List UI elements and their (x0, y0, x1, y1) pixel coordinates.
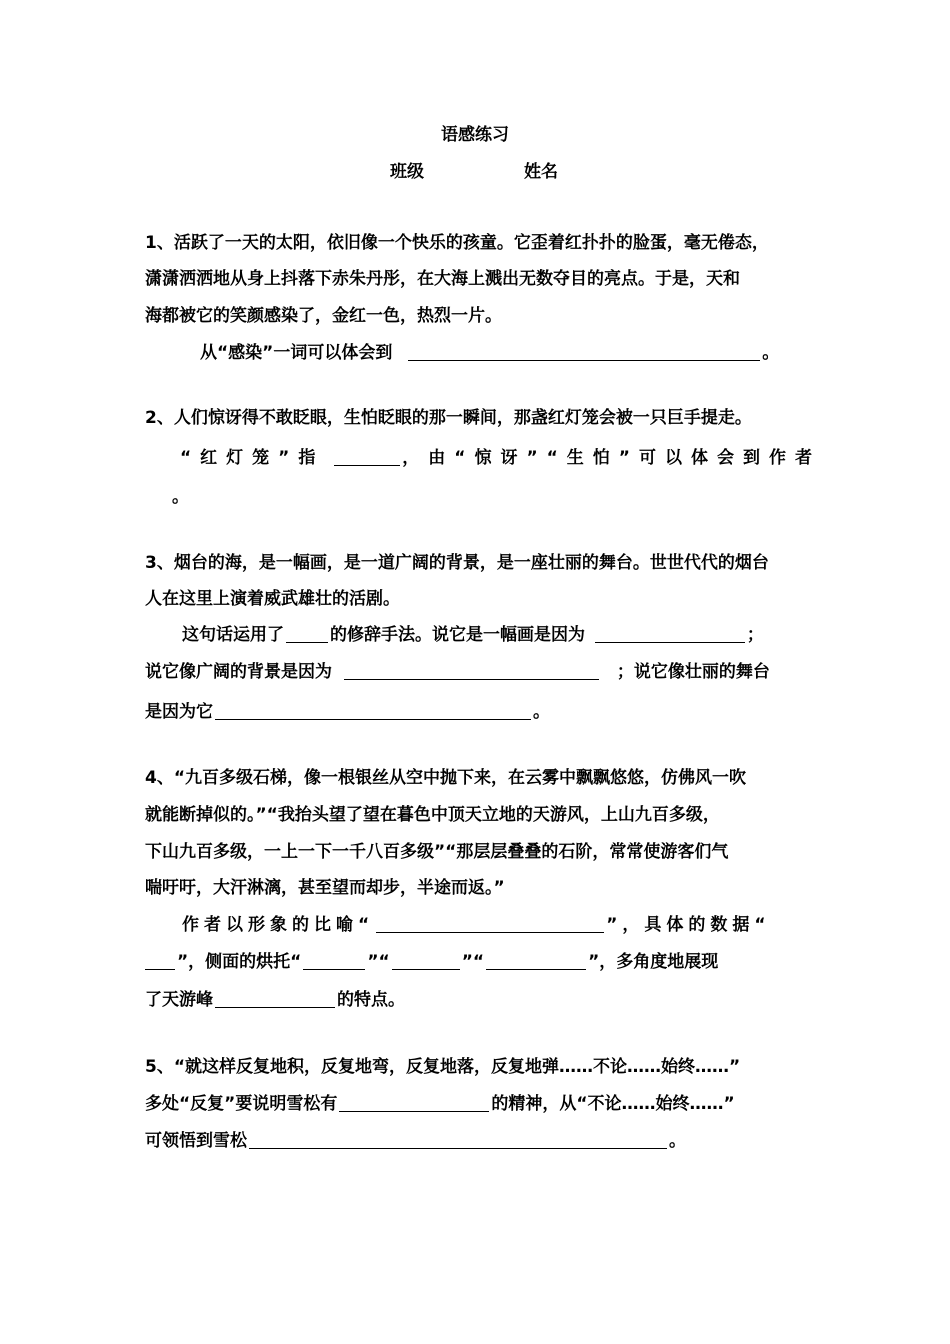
q4-p2d: ”，多角度地展现 (588, 952, 719, 972)
q5-insight-blank[interactable] (249, 1132, 667, 1149)
q1-answer-blank[interactable] (408, 344, 760, 361)
q3-end: 。 (533, 702, 550, 722)
name-label: 姓名 (524, 162, 558, 182)
q5-text-line-1: 5、“就这样反复地积，反复地弯，反复地落，反复地弹……不论……始终……” (145, 1057, 741, 1077)
q4-number-blank[interactable] (145, 953, 175, 970)
q2-end: 。 (172, 487, 189, 507)
q4-prompt-line-1 (182, 914, 771, 936)
q2-text-line-1: 2、人们惊讶得不敢眨眼，生怕眨眼的那一瞬间，那盏红灯笼会被一只巨手提走。 (145, 408, 752, 428)
q4-foil-blank-3[interactable] (486, 953, 586, 970)
q4-text-line-2: 就能断掉似的。”“我抬头望了望在暮色中顶天立地的天游风，上山九百多级， (145, 805, 720, 825)
q1-text-line-1: 1、活跃了一天的太阳，依旧像一个快乐的孩童。它歪着红扑扑的脸蛋，毫无倦态， (145, 233, 769, 253)
class-label: 班级 (390, 162, 424, 182)
q3-rhetoric-blank[interactable] (286, 626, 328, 643)
q3-p2a: 说它像广阔的背景是因为 (145, 662, 332, 682)
q2-prompt-b: ，由“惊讶”“生怕”可以体会到作者 (402, 448, 821, 468)
q5-spirit-blank[interactable] (339, 1095, 489, 1112)
q3-p3a: 是因为它 (145, 702, 213, 722)
q3-prompt-line-2 (145, 661, 770, 683)
q5-p1a: 多处“反复”要说明雪松有 (145, 1094, 338, 1114)
q2-prompt (180, 447, 821, 469)
q2-prompt-a: “红灯笼”指 (180, 448, 325, 468)
q4-text-line-1: 4、“九百多级石梯，像一根银丝从空中抛下来，在云雾中飘飘悠悠，仿佛风一吹 (145, 768, 746, 788)
q4-prompt-line-3 (145, 989, 405, 1011)
q3-p2b: ；说它像壮丽的舞台 (616, 662, 770, 682)
q1-prompt (200, 342, 779, 364)
q4-p1a: 作者以形象的比喻“ (182, 915, 375, 935)
q4-p2c: ”“ (461, 952, 485, 972)
q4-p3a: 了天游峰 (145, 990, 213, 1010)
q1-prompt-text: 从“感染”一词可以体会到 (200, 343, 393, 363)
q4-feature-blank[interactable] (215, 991, 335, 1008)
q3-text-line-2: 人在这里上演着威武雄壮的活剧。 (145, 589, 400, 609)
q1-end: 。 (762, 343, 780, 363)
q4-p1b: ”，具体的数据“ (606, 915, 771, 935)
q3-text-line-1: 3、烟台的海，是一幅画，是一道广阔的背景，是一座壮丽的舞台。世世代代的烟台 (145, 553, 769, 573)
q5-end: 。 (669, 1131, 686, 1151)
q1-text-line-3: 海都被它的笑颜感染了，金红一色，热烈一片。 (145, 306, 502, 326)
q1-text-line-2: 潇潇洒洒地从身上抖落下赤朱丹彤，在大海上溅出无数夺目的亮点。于是，天和 (145, 269, 740, 289)
q3-p1a: 这句话运用了 (182, 625, 284, 645)
q5-prompt-line-1 (145, 1093, 735, 1115)
q5-prompt-line-2 (145, 1130, 686, 1152)
page-title: 语感练习 (441, 125, 509, 145)
q4-foil-blank-2[interactable] (392, 953, 460, 970)
q3-background-blank[interactable] (344, 663, 599, 680)
q2-answer-blank[interactable] (334, 449, 400, 466)
q3-prompt-line-3 (145, 701, 550, 723)
q5-p2a: 可领悟到雪松 (145, 1131, 247, 1151)
q3-painting-blank[interactable] (595, 626, 745, 643)
q5-p1b: 的精神，从“不论……始终……” (491, 1094, 735, 1114)
q4-p3b: 的特点。 (337, 990, 405, 1010)
q3-p1b: 的修辞手法。说它是一幅画是因为 (330, 625, 585, 645)
q4-prompt-line-2 (145, 951, 718, 973)
q3-p1c: ； (746, 625, 764, 645)
q4-metaphor-blank[interactable] (376, 916, 604, 933)
q4-p2a: ”，侧面的烘托“ (177, 952, 302, 972)
q4-p2b: ”“ (367, 952, 390, 972)
q3-prompt-line-1 (182, 624, 764, 646)
q3-stage-blank[interactable] (215, 703, 531, 720)
q4-text-line-3: 下山九百多级，一上一下一千八百多级”“那层层叠叠的石阶，常常使游客们气 (145, 842, 729, 862)
q4-text-line-4: 喘吁吁，大汗淋漓，甚至望而却步，半途而返。” (145, 878, 505, 898)
q4-foil-blank-1[interactable] (303, 953, 365, 970)
